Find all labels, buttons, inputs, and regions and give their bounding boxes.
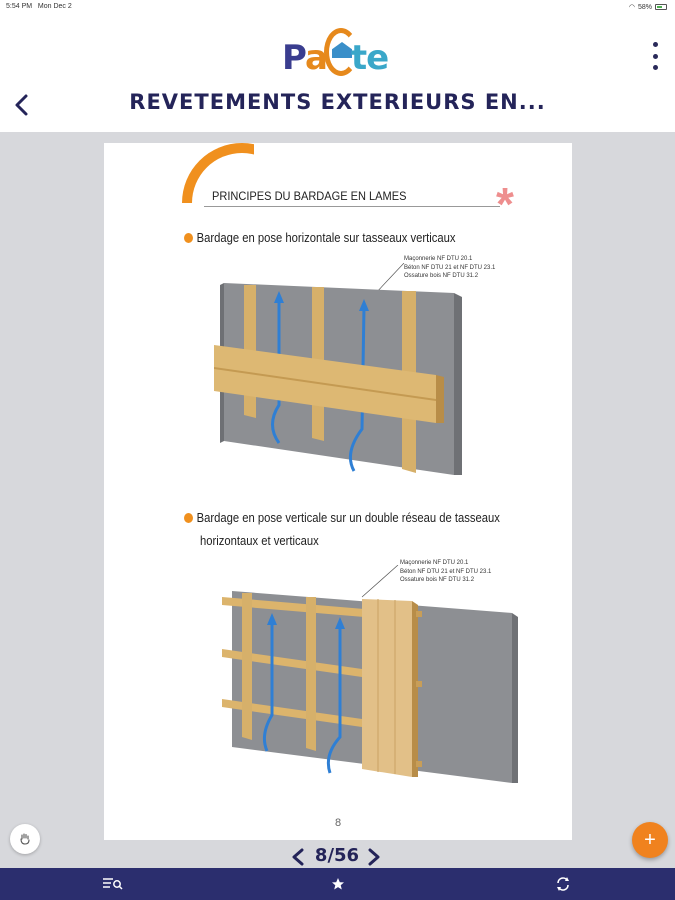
battery-percent: 58% — [637, 3, 652, 11]
battery-icon — [655, 4, 667, 10]
app-header — [0, 14, 675, 132]
callout-norms-1: Maçonnerie NF DTU 20.1 Béton NF DTU 21 et NF DTU 23.1 Ossature bois NF DTU 31.2 — [404, 256, 496, 279]
plus-icon: + — [644, 829, 656, 851]
bullet-vertical-continuation: horizontaux et verticaux — [200, 534, 319, 548]
section-rule — [204, 206, 500, 207]
wifi-icon: ◠ — [628, 4, 635, 11]
bullet-dot-icon — [184, 233, 193, 243]
next-page-button[interactable] — [366, 848, 382, 866]
status-bar — [0, 0, 675, 14]
star-icon[interactable] — [330, 876, 346, 892]
back-button[interactable] — [8, 90, 36, 120]
section-title: PRINCIPES DU BARDAGE EN LAMES — [212, 189, 407, 203]
bottom-toolbar — [0, 868, 675, 900]
sync-icon[interactable] — [554, 876, 572, 892]
bullet-vertical: Bardage en pose verticale sur un double réseau de tasseaux — [184, 507, 526, 529]
add-button[interactable] — [632, 822, 668, 858]
callout-norms-2: Maçonnerie NF DTU 20.1 Béton NF DTU 21 et NF DTU 23.1 Ossature bois NF DTU 31.2 — [400, 560, 492, 583]
page-title: REVETEMENTS EXTERIEURS EN... — [129, 90, 546, 114]
figure-vertical-cladding — [212, 565, 532, 785]
more-vertical-icon[interactable] — [651, 42, 659, 70]
page-indicator: 8/56 — [314, 845, 360, 866]
page-navigator — [290, 844, 384, 870]
bullet-horizontal: Bardage en pose horizontale sur tasseaux verticaux — [184, 227, 526, 249]
bullet-dot-icon — [184, 513, 193, 523]
status-time: 5:54 PM — [6, 3, 33, 10]
logo-letter-a: a — [305, 38, 327, 78]
figure-horizontal-cladding — [204, 263, 484, 483]
list-search-icon[interactable] — [102, 876, 124, 892]
chevron-left-icon — [8, 90, 36, 120]
app-logo — [282, 28, 394, 82]
prev-page-button[interactable] — [290, 848, 306, 866]
status-date: Mon Dec 2 — [37, 3, 72, 10]
logo-letters-te: te — [350, 38, 389, 78]
document-page-number: 8 — [334, 817, 342, 829]
logo-letter-p: P — [282, 38, 306, 78]
hand-icon — [18, 832, 32, 846]
document-page — [104, 143, 572, 840]
pan-mode-button[interactable] — [10, 824, 40, 854]
asterisk-icon: * — [496, 178, 514, 230]
